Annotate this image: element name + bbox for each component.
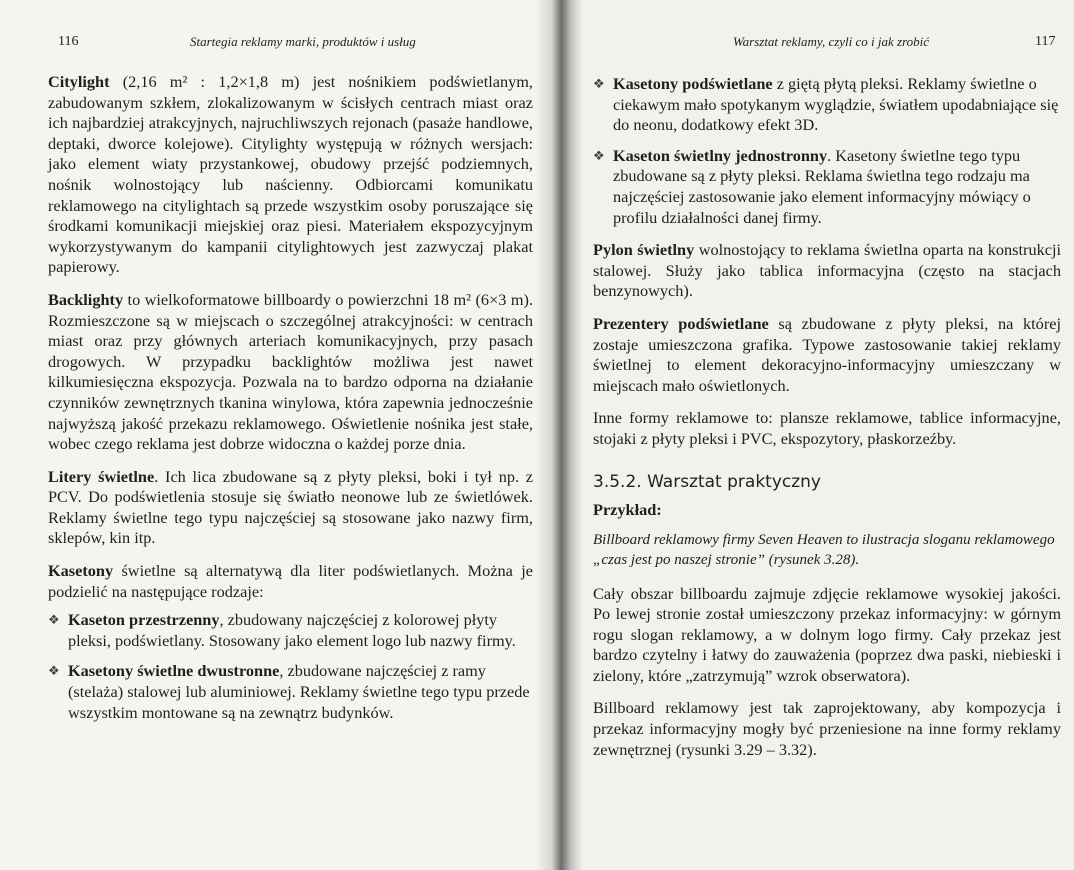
text-pylon: wolnostojący to reklama świetlna oparta na konstrukcji stalowej. Służy jako tablica informacyjna (często na stacjach benzynowych). — [593, 240, 1061, 301]
running-head-left: Startegia reklamy marki, produktów i usług — [190, 34, 416, 49]
left-page-body — [48, 72, 533, 733]
list-item — [48, 610, 533, 651]
diamond-bullet-icon: ❖ — [48, 663, 60, 679]
term-kasetony: Kasetony — [48, 561, 114, 581]
paragraph-billboard-description: Cały obszar billboardu zajmuje zdjęcie reklamowe wysokiej jakości. Po lewej stronie został umieszczony przekaz informacyjny: w górnym rogu slogan reklamowy, a w dolnym logo firmy. Cały przekaz jest bardzo czytelny i łatwy do zauważenia (poprzez dwa paski, niebieski i zielony, które „zatrzymują” wzrok obserwatora). — [593, 583, 1061, 685]
bullet-text: z giętą płytą pleksi. Reklamy świetlne o ciekawym mało spotykanym wyglądzie, światłem upodabniające się do neonu, dodatkowy efekt 3D. — [613, 74, 1059, 135]
example-label: Przykład: — [593, 499, 662, 519]
diamond-bullet-icon: ❖ — [48, 612, 60, 628]
page-number-right: 117 — [1035, 34, 1056, 49]
right-page-body — [593, 74, 1061, 772]
paragraph-inne: Inne formy reklamowe to: plansze reklamowe, tablice informacyjne, stojaki z płyty pleksi i PVC, ekspozytory, płaskorzeźby. — [593, 408, 1061, 448]
text-citylight: (2,16 m² : 1,2×1,8 m) jest nośnikiem podświetlanym, zabudowanym szkłem, zlokalizowanym w ścisłych centrach miast oraz ich najbardziej atrakcyjnych, najruchliwszych rejonach (pasaże handlowe, deptaki, dworce kolejowe). Citylighty występują w różnych wersjach: jako element wiaty przystankowej, obudowy przejść podziemnych, nośnik wolnostojący lub naścienny. Odbiorcami komunikatu reklamowego na citylightach są przede wszystkim osoby poruszające się środkami komunikacji miejskiej oraz piesi. Materiałem ekspozycyjnym wykorzystywanym do kampanii citylightowych jest zazwyczaj plakat papierowy. — [48, 72, 533, 277]
term-backlighty: Backlighty — [48, 289, 124, 309]
diamond-bullet-icon: ❖ — [593, 76, 605, 91]
text-kasetony: świetlne są alternatywą dla liter podświetlanych. Można je podzielić na następujące rodzaje: — [48, 561, 533, 601]
bullet-term: Kasetony świetlne dwustronne — [68, 661, 280, 681]
bullet-text: . Kasetony świetlne tego typu zbudowane są z płyty pleksi. Reklama świetlna tego rodzaju ma najczęściej zastosowanie jako element informacyjny mówiący o profilu działalności danej firmy. — [613, 145, 1031, 227]
diamond-bullet-icon: ❖ — [593, 147, 605, 163]
term-litery: Litery świetlne — [48, 466, 155, 486]
paragraph-billboard-composition: Billboard reklamowy jest tak zaprojektowany, aby kompozycja i przekaz informacyjny mogły być przeniesione na inne formy reklamy zewnętrznej (rysunki 3.29 – 3.32). — [593, 698, 1061, 759]
paragraph-backlighty — [48, 290, 533, 455]
bullet-term: Kaseton świetlny jednostronny — [613, 145, 828, 165]
paragraph-pylon — [593, 240, 1061, 302]
term-citylight: Citylight — [48, 72, 110, 91]
bullet-text: , zbudowane najczęściej z ramy (stelaża) stalowej lub aluminiowej. Reklamy świetlne tego typu przede wszystkim montowane są na zewnątrz budynków. — [68, 661, 530, 722]
bullet-term: Kasetony podświetlane — [613, 74, 773, 93]
text-prezentery: są zbudowane z płyty pleksi, na której zostaje umieszczona grafika. Typowe zastosowanie takiej reklamy świetlnej to element dekoracyjno-informacyjny umieszczany w miejscach mało oświetlonych. — [593, 313, 1061, 395]
list-item — [48, 661, 533, 723]
running-head-right: Warsztat reklamy, czyli co i jak zrobić — [733, 34, 930, 49]
text-backlighty: to wielkoformatowe billboardy o powierzchni 18 m² (6×3 m). Rozmieszczone są w miejscach o szczególnej atrakcyjności: w centrach miast oraz przy głównych arteriach komunikacyjnych, przy pasach drogowych. W przypadku backlightów możliwa jest nawet kilkumiesięczna ekspozycja. Pozwala na to bardzo odporna na działanie czynników zewnętrznych tkanina winylowa, która zapewnia jednocześnie najwyższą jakość przekazu reklamowego. Oświetlenie nośnika jest stałe, wobec czego reklama jest dobrze widoczna o każdej porze dnia. — [48, 289, 533, 454]
text-litery: . Ich lica zbudowane są z płyty pleksi, boki i tył np. z PCV. Do podświetlenia stosuje się światło neonowe lub ze świetlówek. Reklamy świetlne tego typu najczęściej są stosowane jako nazwy firm, sklepów, kin itp. — [48, 466, 534, 548]
term-prezentery: Prezentery podświetlane — [593, 313, 769, 333]
list-item — [593, 74, 1061, 136]
bullet-term: Kaseton przestrzenny — [68, 610, 220, 630]
figure-caption: Billboard reklamowy firmy Seven Heaven to ilustracja sloganu reklamowego „czas jest po naszej stronie” (rysunek 3.28). — [593, 531, 1055, 568]
term-pylon: Pylon świetlny — [593, 240, 695, 260]
list-item — [593, 146, 1061, 228]
paragraph-kasetony — [48, 561, 533, 602]
paragraph-citylight — [48, 72, 533, 278]
page-number-left: 116 — [58, 34, 79, 49]
paragraph-prezentery — [593, 314, 1061, 396]
section-heading: 3.5.2. Warsztat praktyczny — [593, 471, 821, 492]
bullet-text: , zbudowany najczęściej z kolorowej płyty pleksi, podświetlany. Stosowany jako element logo lub nazwy firmy. — [68, 610, 516, 650]
paragraph-litery — [48, 467, 533, 549]
